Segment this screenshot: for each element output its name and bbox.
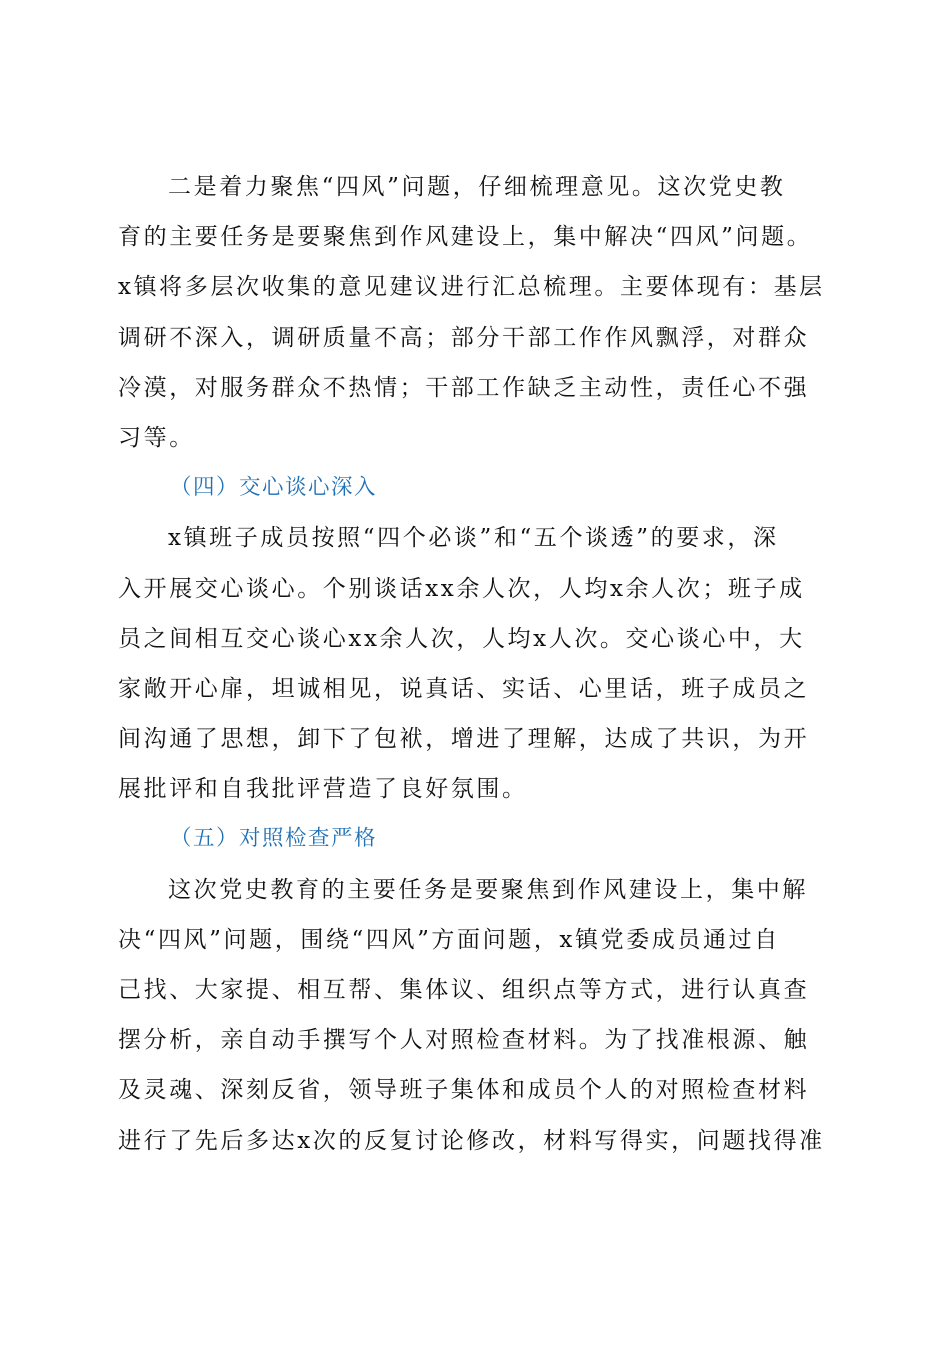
text-line: 摆分析，亲自动手撰写个人对照检查材料。为了找准根源、触 bbox=[118, 1027, 810, 1054]
text-line: 决“四风”问题，围绕“四风”方面问题，x镇党委成员通过自 bbox=[118, 926, 780, 953]
text-line: 习等。 bbox=[118, 424, 195, 451]
text-line: x镇将多层次收集的意见建议进行汇总梳理。主要体现有：基层 bbox=[118, 274, 825, 301]
section-heading-five: （五）对照检查严格 bbox=[170, 826, 378, 852]
text-line: 入开展交心谈心。个别谈话xx余人次，人均x余人次；班子成 bbox=[118, 575, 805, 602]
text-line: 二是着力聚焦“四风”问题，仔细梳理意见。这次党史教 bbox=[168, 174, 786, 200]
document-body bbox=[118, 162, 834, 1166]
paragraph-heart-to-heart-talks bbox=[118, 513, 834, 814]
paragraph-self-inspection bbox=[118, 865, 834, 1166]
text-line: 冷漠，对服务群众不热情；干部工作缺乏主动性，责任心不强 bbox=[118, 374, 810, 401]
text-line: 家敞开心扉，坦诚相见，说真话、实话、心里话，班子成员之 bbox=[118, 675, 810, 702]
text-line: 间沟通了思想，卸下了包袱，增进了理解，达成了共识，为开 bbox=[118, 726, 810, 753]
text-line: 调研不深入，调研质量不高；部分干部工作作风飘浮，对群众 bbox=[118, 324, 810, 351]
text-line: 展批评和自我批评营造了良好氛围。 bbox=[118, 776, 528, 803]
text-line: 进行了先后多达x次的反复讨论修改，材料写得实，问题找得准 bbox=[118, 1127, 825, 1154]
text-line: 己找、大家提、相互帮、集体议、组织点等方式，进行认真查 bbox=[118, 977, 810, 1003]
text-line: 及灵魂、深刻反省，领导班子集体和成员个人的对照检查材料 bbox=[118, 1077, 810, 1104]
text-line: 员之间相互交心谈心xx余人次，人均x人次。交心谈心中，大 bbox=[118, 625, 805, 652]
text-line: 育的主要任务是要聚焦到作风建设上，集中解决“四风”问题。 bbox=[118, 224, 813, 251]
text-line: x镇班子成员按照“四个必谈”和“五个谈透”的要求，深 bbox=[168, 525, 779, 552]
section-heading-four: （四）交心谈心深入 bbox=[170, 475, 378, 501]
text-line: 这次党史教育的主要任务是要聚焦到作风建设上，集中解 bbox=[168, 876, 808, 903]
paragraph-four-winds-issues bbox=[118, 162, 834, 463]
